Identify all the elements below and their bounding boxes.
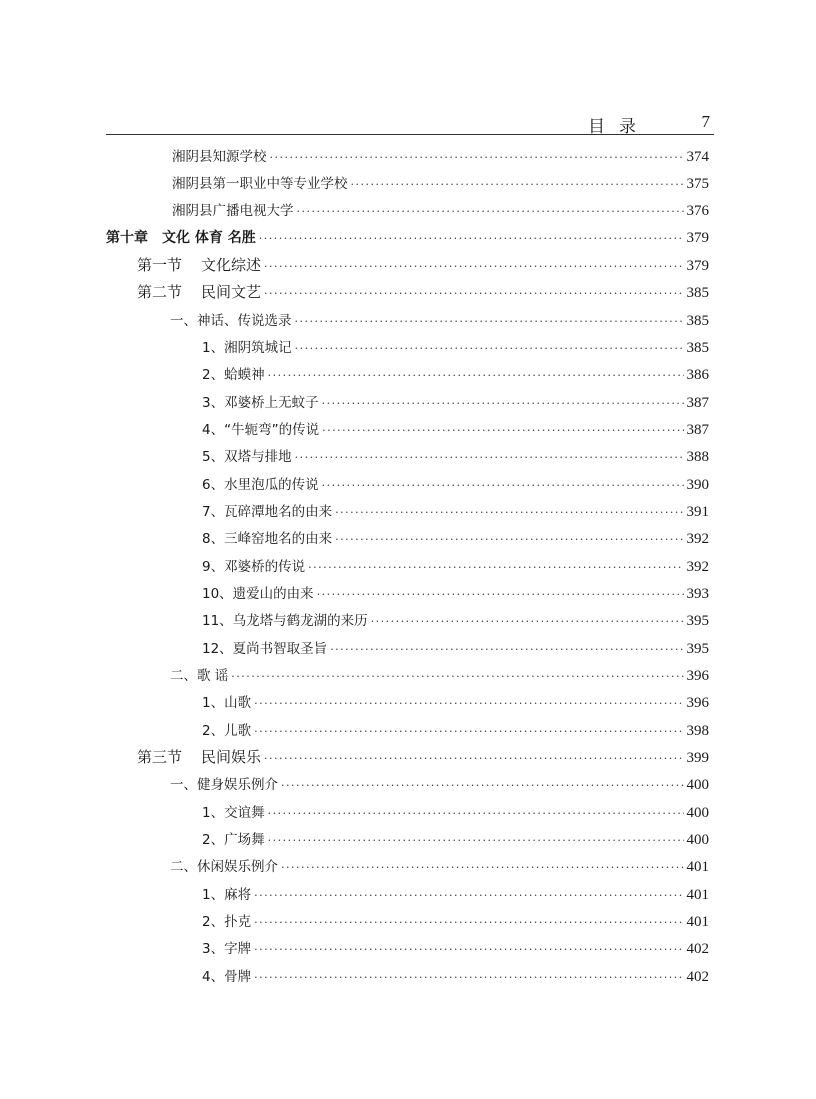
- toc-entry-label: 4、“牛轭弯”的传说: [202, 422, 320, 438]
- dot-leader: [254, 971, 683, 984]
- toc-entry[interactable]: [202, 609, 709, 636]
- dot-leader: [281, 779, 684, 792]
- toc-entry-label: 2、儿歌: [202, 723, 252, 739]
- toc-entry[interactable]: [202, 363, 709, 390]
- dot-leader: [281, 861, 684, 874]
- toc-entry-page: 376: [686, 203, 709, 219]
- toc-entry-label: 二、休闲娱乐例介: [170, 859, 278, 875]
- toc-entry-label: 二、歌 谣: [170, 668, 229, 684]
- toc-section[interactable]: [137, 281, 709, 308]
- section-number: 第二节: [137, 283, 183, 301]
- toc-entry-page: 385: [686, 313, 709, 329]
- toc-entry[interactable]: [170, 309, 709, 336]
- toc-entry[interactable]: [202, 719, 709, 746]
- toc-entry-page: 401: [686, 887, 709, 903]
- toc-entry[interactable]: [202, 582, 709, 609]
- dot-leader: [231, 670, 683, 683]
- toc-entry[interactable]: [202, 910, 709, 937]
- dot-leader: [351, 178, 684, 191]
- toc-entry[interactable]: [170, 855, 709, 882]
- toc-entry-label: 1、湘阴筑城记: [202, 340, 292, 356]
- toc-entry-page: 400: [686, 805, 709, 821]
- toc-entry[interactable]: [202, 555, 709, 582]
- toc-entry-label: 湘阴县广播电视大学: [172, 203, 294, 219]
- toc-entry-page: 395: [686, 641, 709, 657]
- toc-entry-label: 湘阴县第一职业中等专业学校: [172, 176, 348, 192]
- dot-leader: [322, 479, 684, 492]
- toc-entry-label: 10、遗爱山的由来: [202, 586, 314, 602]
- toc-entry-label: 湘阴县知源学校: [172, 149, 267, 165]
- toc-section-label: 民间文艺: [201, 283, 262, 301]
- toc-entry-page: 396: [686, 695, 709, 711]
- dot-leader: [254, 697, 683, 710]
- toc-entry-label: 2、扑克: [202, 914, 252, 930]
- dot-leader: [264, 260, 683, 273]
- dot-leader: [264, 287, 683, 300]
- toc-entry-page: 379: [686, 258, 709, 274]
- dot-leader: [335, 533, 683, 546]
- toc-entry[interactable]: [172, 145, 709, 172]
- toc-entry-label: 2、蛤蟆神: [202, 367, 265, 383]
- dot-leader: [268, 369, 684, 382]
- toc-entry-page: 390: [686, 477, 709, 493]
- toc-entry[interactable]: [170, 664, 709, 691]
- toc-entry-label: 5、双塔与排地: [202, 449, 292, 465]
- dot-leader: [295, 342, 684, 355]
- toc-chapter-label: 第十章 文化 体育 名胜: [106, 230, 256, 246]
- toc-entry[interactable]: [202, 500, 709, 527]
- toc-chapter[interactable]: [106, 227, 709, 254]
- toc-entry-label: 7、瓦碎潭地名的由来: [202, 504, 333, 520]
- section-number: 第三节: [137, 748, 183, 766]
- toc-entry-page: 392: [686, 531, 709, 547]
- toc-entry-page: 400: [686, 832, 709, 848]
- toc-entry[interactable]: [172, 199, 709, 226]
- toc-entry-page: 392: [686, 559, 709, 575]
- dot-leader: [254, 916, 683, 929]
- dot-leader: [268, 807, 684, 820]
- toc-section-label: 民间娱乐: [201, 748, 262, 766]
- toc-section[interactable]: [137, 254, 709, 281]
- toc-entry-page: 402: [686, 941, 709, 957]
- section-number: 第一节: [137, 256, 183, 274]
- toc-entry[interactable]: [202, 391, 709, 418]
- page-header: [106, 112, 714, 135]
- dot-leader: [259, 232, 684, 245]
- dot-leader: [264, 752, 683, 765]
- toc-entry[interactable]: [202, 637, 709, 664]
- toc-entry-page: 402: [686, 969, 709, 985]
- header-page-number: 7: [701, 112, 710, 131]
- toc-entry[interactable]: [202, 801, 709, 828]
- toc-entry-page: 401: [686, 914, 709, 930]
- toc-section-label: 文化综述: [201, 256, 262, 274]
- dot-leader: [335, 506, 683, 519]
- toc-entry-page: 398: [686, 723, 709, 739]
- toc-entry-label: 1、交谊舞: [202, 805, 265, 821]
- toc-entry-page: 386: [686, 367, 709, 383]
- toc-entry-page: 387: [686, 395, 709, 411]
- toc-entry[interactable]: [202, 473, 709, 500]
- toc-entry-page: 395: [686, 613, 709, 629]
- toc-entry[interactable]: [202, 937, 709, 964]
- toc-entry[interactable]: [202, 828, 709, 855]
- dot-leader: [371, 615, 684, 628]
- toc-entry-label: 2、广场舞: [202, 832, 265, 848]
- toc-entry-page: 387: [686, 422, 709, 438]
- toc-entry-page: 401: [686, 859, 709, 875]
- toc-entry-label: 一、健身娱乐例介: [170, 777, 278, 793]
- toc-entry-page: 375: [686, 176, 709, 192]
- toc-entry-label: 4、骨牌: [202, 969, 252, 985]
- toc-entry-page: 391: [686, 504, 709, 520]
- dot-leader: [308, 561, 683, 574]
- toc-entry-page: 400: [686, 777, 709, 793]
- toc-entry-page: 374: [686, 149, 709, 165]
- toc-entry-label: 9、邓婆桥的传说: [202, 559, 306, 575]
- toc-entry-page: 388: [686, 449, 709, 465]
- dot-leader: [268, 834, 684, 847]
- toc-entry-label: 8、三峰窑地名的由来: [202, 531, 333, 547]
- toc-entry[interactable]: [170, 773, 709, 800]
- dot-leader: [317, 588, 684, 601]
- toc-entry-label: 1、麻将: [202, 887, 252, 903]
- toc-entry[interactable]: [202, 418, 709, 445]
- toc-entry-page: 396: [686, 668, 709, 684]
- toc-entry-label: 6、水里泡瓜的传说: [202, 477, 319, 493]
- dot-leader: [254, 889, 683, 902]
- toc-section[interactable]: [137, 746, 709, 773]
- header-title: 目录: [588, 117, 650, 137]
- toc-entry-page: 399: [686, 750, 709, 766]
- dot-leader: [322, 397, 684, 410]
- dot-leader: [254, 725, 683, 738]
- dot-leader: [330, 643, 683, 656]
- toc-entry[interactable]: [202, 445, 709, 472]
- toc-entry[interactable]: [202, 336, 709, 363]
- dot-leader: [297, 205, 684, 218]
- dot-leader: [322, 424, 683, 437]
- toc-entry[interactable]: [202, 965, 709, 992]
- toc-entry-page: 385: [686, 340, 709, 356]
- toc-entry-label: 1、山歌: [202, 695, 252, 711]
- dot-leader: [295, 451, 684, 464]
- dot-leader: [295, 315, 684, 328]
- toc-entry-label: 12、夏尚书智取圣旨: [202, 641, 328, 657]
- dot-leader: [254, 943, 683, 956]
- toc-entry-page: 393: [686, 586, 709, 602]
- toc-entry-label: 一、神话、传说选录: [170, 313, 292, 329]
- toc-entry-page: 379: [686, 230, 709, 246]
- toc-entry[interactable]: [172, 172, 709, 199]
- toc-entry-label: 11、乌龙塔与鹤龙湖的来历: [202, 613, 368, 629]
- toc-entry[interactable]: [202, 691, 709, 718]
- toc-entry[interactable]: [202, 527, 709, 554]
- toc-entry[interactable]: [202, 883, 709, 910]
- toc-entry-page: 385: [686, 285, 709, 301]
- toc-entry-label: 3、邓婆桥上无蚊子: [202, 395, 319, 411]
- toc-entry-label: 3、字牌: [202, 941, 252, 957]
- dot-leader: [270, 151, 684, 164]
